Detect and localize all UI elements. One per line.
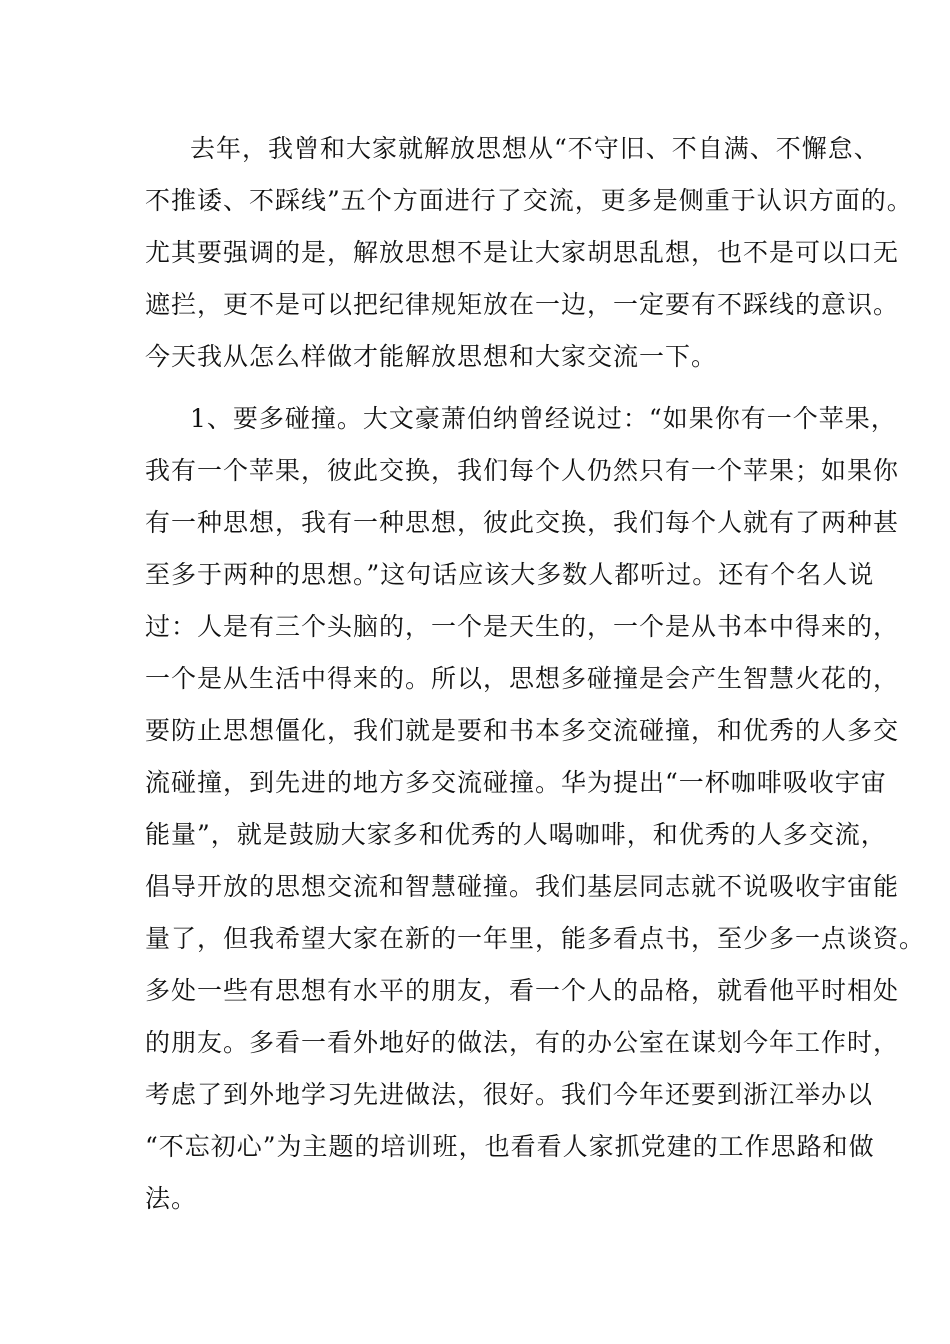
text-line: 倡导开放的思想交流和智慧碰撞。我们基层同志就不说吸收宇宙能 [145, 872, 900, 901]
text-line: 今天我从怎么样做才能解放思想和大家交流一下。 [145, 342, 718, 371]
text-line: 过：人是有三个头脑的，一个是天生的，一个是从书本中得来的， [145, 612, 900, 641]
text-line: 去年，我曾和大家就解放思想从“不守旧、不自满、不懈怠、 [190, 134, 880, 163]
text-line: 多处一些有思想有水平的朋友，看一个人的品格，就看他平时相处 [145, 976, 900, 1005]
text-line: 尤其要强调的是，解放思想不是让大家胡思乱想，也不是可以口无 [145, 238, 900, 267]
text-line: 流碰撞，到先进的地方多交流碰撞。华为提出“一杯咖啡吸收宇宙 [145, 768, 887, 797]
text-line: 不推诿、不踩线”五个方面进行了交流，更多是侧重于认识方面的。 [145, 186, 913, 215]
text-line: 有一种思想，我有一种思想，彼此交换，我们每个人就有了两种甚 [145, 508, 900, 537]
text-line: 我有一个苹果，彼此交换，我们每个人仍然只有一个苹果；如果你 [145, 456, 900, 485]
text-line: 的朋友。多看一看外地好的做法，有的办公室在谋划今年工作时， [145, 1028, 900, 1057]
text-line: 要防止思想僵化，我们就是要和书本多交流碰撞，和优秀的人多交 [145, 716, 900, 745]
text-line: 量了，但我希望大家在新的一年里，能多看点书，至少多一点谈资。 [145, 924, 926, 953]
text-line: 遮拦，更不是可以把纪律规矩放在一边，一定要有不踩线的意识。 [145, 290, 900, 319]
text-line: 考虑了到外地学习先进做法，很好。我们今年还要到浙江举办以 [145, 1080, 874, 1109]
text-line: 一个是从生活中得来的。所以，思想多碰撞是会产生智慧火花的， [145, 664, 900, 693]
text-line: 法。 [145, 1184, 198, 1213]
text-line: “不忘初心”为主题的培训班，也看看人家抓党建的工作思路和做 [145, 1132, 875, 1161]
text-line: 至多于两种的思想。”这句话应该大多数人都听过。还有个名人说 [145, 560, 875, 589]
text-line: 能量”，就是鼓励大家多和优秀的人喝咖啡，和优秀的人多交流， [145, 820, 887, 849]
text-line: 1、要多碰撞。大文豪萧伯纳曾经说过：“如果你有一个苹果， [190, 404, 897, 433]
